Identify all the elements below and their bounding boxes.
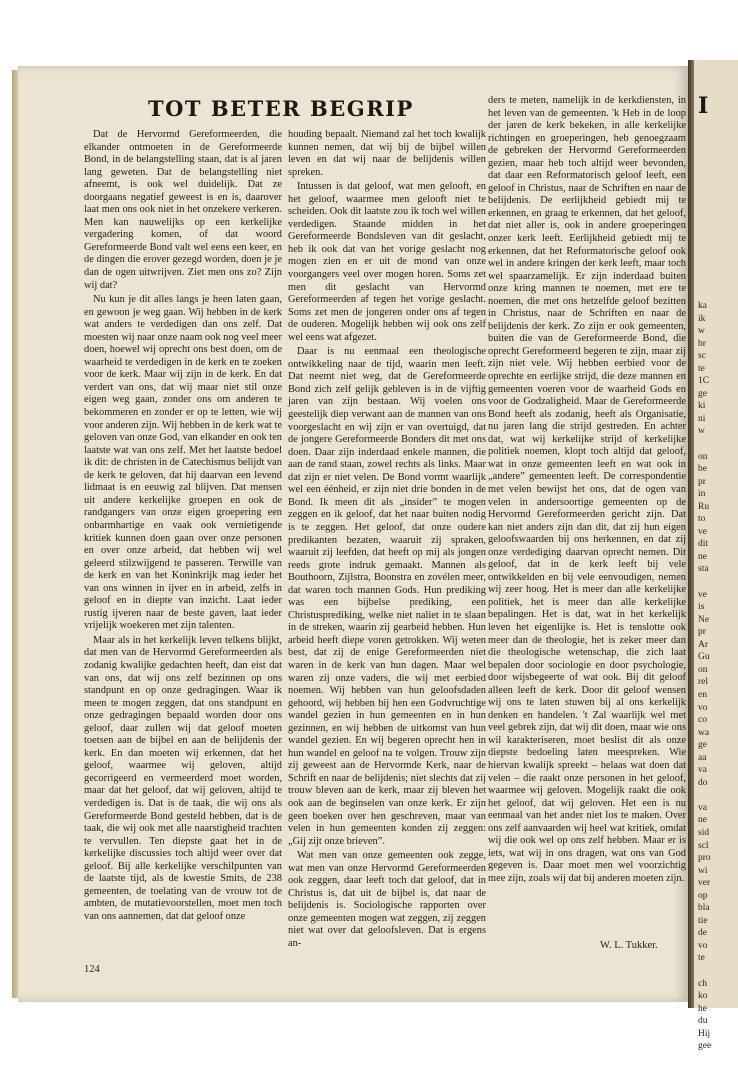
adjacent-text-fragment: be <box>698 464 707 475</box>
adjacent-text-fragment: rel <box>698 677 709 688</box>
paragraph: Dat de Hervormd Gereformeerden, die elkander ontmoeten in de Gereformeerde Bond, in de belangstelling staan, dat is al jaren lang geweten. Dat de belangstelling niet afneemt, is ook wel duidelijk. Dat ze doorgaans negatief geweest is en is, daarover laat men ons ook niet in het onzekere verkeren. Men kan nauwelijks op een kerkelijke vergadering komen, of dat woord Gereformeerde Bond valt wel eens een keer, en de dingen die erover gezegd worden, doen je je dan de ogen uitwrijven. Ziet men ons zo? Zijn wij dat? <box>84 129 282 291</box>
adjacent-text-fragment: sc <box>698 351 706 362</box>
adjacent-text-fragment: ne <box>698 815 707 826</box>
adjacent-text-fragment: vo <box>698 940 708 951</box>
adjacent-text-fragment: on <box>698 451 708 462</box>
adjacent-text-fragment: du <box>698 1016 708 1027</box>
adjacent-text-fragment: de <box>698 928 707 939</box>
page-number: 124 <box>84 964 100 975</box>
adjacent-text-fragment: Ru <box>698 501 710 512</box>
adjacent-text-fragment <box>694 789 711 802</box>
adjacent-text-fragment: br <box>698 338 706 349</box>
adjacent-text-fragment: to <box>698 514 706 525</box>
article-column-1 <box>84 129 282 955</box>
adjacent-text-fragment: ik <box>698 313 706 324</box>
adjacent-text-fragment: w <box>698 326 705 337</box>
paragraph: houding bepaalt. Niemand zal het toch kwalijk kunnen nemen, dat wij bij de bijbel willen leven en dat wij naar de belijdenis willen spreken. <box>288 129 486 178</box>
adjacent-text-fragment: w <box>698 426 705 437</box>
paragraph: ders te meten, namelijk in de kerkdiensten, in het leven van de gemeenten. 'k Heb in de loop der jaren de kerk bekeken, in alle kerkelijke richtingen en groeperingen, heb genoegzaam de gebreken der Hervormd Gereformeerden gezien, maar heb toch altijd weer bevonden, dat daar een Reformatorisch geloof leeft, een geloof in Christus, naar de Schriften en naar de belijdenis. De eerlijkheid gebiedt mij te erkennen, en graag te erkennen, dat het geloof, dat niet aller is, ook in andere groeperingen onzer kerk leeft. Eerlijkheid gebiedt mij te erkennen, dat het Reformatorische geloof ook wel in andere kringen der kerk leeft, maar toch wel spaarzamelijk. Er zijn inderdaad buiten onze kring mannen te noemen, met ere te noemen, die met ons hetzelfde geloof bezitten in Christus, naar de Schriften en naar de belijdenis der kerk. Zo zijn er ook gemeenten, buiten die van de Gereformeerde Bond, die oprecht Gereformeerd begeren te zijn, maar zij zijn niet vele. Wij hebben eerbied voor de oprechte en eerlijke strijd, die deze mannen en gemeenten voeren voor de waarheid Gods en voor de Godzaligheid. Maar de Gereformeerde Bond heeft als zodanig, heeft als Organisatie, nu jaren lang die strijd gestreden. En achter dat, wat wij kerkelijke strijd of kerkelijke politiek noemen, klopt toch altijd dat geloof, wat in onze gemeenten leeft en wat ook in „andere” gemeenten leeft. De correspondentie met velen bewijst het ons, dat de ogen van velen in andersoortige gemeenten op de Hervormd Gereformeerden gericht zijn. Dat kan niet anders zijn dan dit, dat zij hun eigen geloofswaarden bij ons herkennen, en dat zij onze verdediging daarvan oprecht nemen. Dit geloof, dat in de kerk leeft bij vele ontwikkelden en bij vele eenvoudigen, nemen wij zeer hoog. Het is meer dan alle kerkelijke politiek, het is meer dan alle kerkelijke bepalingen. Het is dat, wat in het kerkelijk leven het eigenlijke is. Het is tenslotte ook meer dan de theologie, het is zeker meer dan die theologische wetenschap, die zich laat bepalen door sociologie en door psychologie, door wijsbegeerte of wat ook. Bij dit geloof alleen leeft de kerk. Door dit geloof wensen wij ons te laten stuwen bij al ons kerkelijk denken en handelen. 't Zal waarlijk wel met veel gebrek zijn, dat wij dit doen, maar wie ons wil karakteriseren, moet beslist dit als onze diepste bedoeling laten meespreken. Wie hiervan kwalijk spreekt – helaas wat doen dat velen – die raakt onze personen in het geloof, waarmee wij geloven. Mogelijk raakt die ook het geloof, dat wij geloven. Het een is nu eenmaal van het ander niet los te maken. Over ons zelf aanvaarden wij heel wat kritiek, omdat wij die ook wel op ons zelf hebben. Maar er is iets, wat wij in ons dragen, wat ons van God gegeven is. Daar moet men wel voorzichtig mee zijn, zoals wij dat bij anderen moeten zijn. <box>488 95 686 884</box>
adjacent-text-fragment: scl <box>698 840 709 851</box>
adjacent-text-fragment: pr <box>698 627 706 638</box>
adjacent-page <box>694 60 738 1052</box>
adjacent-text-fragment: sid <box>698 827 710 838</box>
adjacent-text-fragment: bla <box>698 903 710 914</box>
adjacent-text-fragment: te <box>698 363 705 374</box>
adjacent-text-fragment: ve <box>698 526 707 537</box>
article-title: TOT BETER BEGRIP <box>148 96 414 121</box>
adjacent-text-fragment: he <box>698 1003 707 1014</box>
article-column-3 <box>488 95 686 941</box>
adjacent-text-fragment: ki <box>698 401 706 412</box>
adjacent-text-fragment <box>694 438 711 451</box>
adjacent-text-fragment: en <box>698 689 707 700</box>
paragraph: Intussen is dat geloof, wat men gelooft, en het geloof, waarmee men gelooft niet te scheiden. Ook dit laatste zou ik toch wel willen verdedigen. Staande midden in het Gereformeerde Bondsleven van dit geslacht, heb ik ook dat van het vorige geslacht nog mogen zien en er uit de mond van onze voorgangers veel over mogen horen. Soms zet men dit geslacht van Hervormd Gereformeerden af tegen het vorige geslacht. Soms zet men de jongeren onder ons af tegen de ouderen. Mogelijk hebben wij ook ons zelf wel eens wat afgezet. <box>288 181 486 343</box>
adjacent-page-heading: I <box>698 93 709 119</box>
adjacent-text-fragment: Ne <box>698 614 710 625</box>
adjacent-text-fragment: ch <box>698 978 707 989</box>
paragraph: Nu kun je dit alles langs je heen laten gaan, en gewoon je weg gaan. Wij hebben in de kerk wat anders te verdedigen dan ons zelf. Dat moesten wij naar onze naam ook nog veel meer doen, hoewel wij oprecht ons best doen, om de waarheid te verdedigen in de kerk en te zoeken voor de kerk. Maar wij zijn in de kerk. En dat verdert van ons, dat wij maar niet stil onze eigen weg gaan, zonder ons om anderen te bekommeren en zonder er op te letten, wie wij voor anderen zijn. Wij hebben in de kerk wat te geloven van onze God, van elkander en ook ten laatste wat van ons zelf. Met het laatste bedoel ik dit: de christen in de Catechismus belijdt van de kerk te geloven, dat hij daarvan een levend lidmaat is en eeuwig zal blijven. Dat mensen uit andere kerkelijke groepen en ook de randgangers van onze eigen groepering een onbarmhartige en vaak ook vernietigende kritiek kunnen doen gaan over onze personen en over onze arbeid, dat hebben wij wel geleerd stilzwijgend te passeren. Terwille van de kerk en van het Koninkrijk mag ieder het van ons winnen in ijver en in arbeid, zelfs in geloof en in diepte van inzicht. Laat ieder rustig ijveren naar de beste gaven, laat ieder vrijelijk woekeren met zijn talenten. <box>84 294 282 632</box>
adjacent-text-fragment: co <box>698 715 707 726</box>
adjacent-text-fragment <box>694 965 711 978</box>
adjacent-text-fragment: ge <box>698 740 707 751</box>
paragraph: Daar is nu eenmaal een theologische ontwikkeling naar de tijd, waarin men leeft. Dat neemt niet weg, dat de Gereformeerde Bond zich zelf gelijk gebleven is in de vijftig jaren van zijn bestaan. Wij voelen ons geestelijk diep verwant aan de mannen van ons voorgeslacht en wij zijn er van overtuigd, dat de jongere Gereformeerde Bonders dit met ons doen. Daar zijn inderdaad enkele mannen, die aan de rand staan, zowel rechts als links. Maar dat zijn er niet velen. De Bond vormt waarlijk wel een éénheid, er zijn niet drie bonden in de Bond. Ik meen dit als „insider” te mogen zeggen en ik geloof, dat het naar buiten nodig is te zeggen. Het geloof, dat onze oudere predikanten bezaten, waaruit zij spraken, waaruit zij leefden, dat heeft op mij als jongen reeds grote indruk gemaakt. Mannen als Bouthoorn, Zijlstra, Boonstra en zovélen meer, dat waren toch mannen Gods. Hun prediking was een bijbelse prediking, een Christusprediking, welke niet naliet in te slaan in de streken, waarin zij gearbeid hebben. Hun arbeid heeft diepe voren getrokken. Wij weten best, dat zij de enige Gereformeerden niet waren in de kerk van hun dagen. Maar wel waren zij onze vaders, die wij met eerbied noemen. Wij hebben van hun geloofsdaden gehoord, wij hebben bij hen een Godvruchtige wandel gezien in hun gemeenten en in hun gezinnen, en wij hebben de uitkomst van hun wandel gezien. En wij begeren oprecht hen in hun wandel en geloof na te volgen. Trouw zijn zij geweest aan de Hervormde Kerk, naar de Schrift en naar de belijdenis; niet slechts dat zij trouw bleven aan de kerk, maar zij bleven het ook aan de beginselen van onze kerk. Er zijn geen boeken over hen geschreven, maar van velen in hun gemeenten konden zij zeggen: „Gij zijt onze brieven”. <box>288 346 486 847</box>
paragraph: Wat men van onze gemeenten ook zegge, wat men van onze Hervormd Gereformeerden ook zeggen, daar leeft toch dat geloof, dat in Christus is, dat uit de bijbel is, dat naar de belijdenis is. Sociologische rapporten over onze gemeenten mogen wat zeggen, zij zeggen niet wat over dat geloofsleven. Dat is ergens an- <box>288 850 486 949</box>
adjacent-text-fragment: aa <box>698 752 707 763</box>
adjacent-text-fragment: Gu <box>698 652 710 663</box>
adjacent-text-fragment: ver <box>698 878 711 889</box>
adjacent-text-fragment: 1C <box>698 376 710 387</box>
adjacent-text-fragment: sta <box>698 564 709 575</box>
adjacent-text-fragment: ne <box>698 551 707 562</box>
adjacent-text-fragment: on <box>698 664 708 675</box>
adjacent-text-fragment <box>694 576 711 589</box>
adjacent-page-text <box>694 300 711 1053</box>
adjacent-text-fragment: gee <box>698 1041 712 1052</box>
adjacent-text-fragment: wa <box>698 727 710 738</box>
adjacent-text-fragment: pr <box>698 476 706 487</box>
adjacent-text-fragment: is <box>698 602 705 613</box>
adjacent-text-fragment: wi <box>698 865 708 876</box>
adjacent-text-fragment: ge <box>698 388 707 399</box>
adjacent-text-fragment: va <box>698 802 707 813</box>
adjacent-text-fragment: in <box>698 489 706 500</box>
adjacent-text-fragment: ko <box>698 991 708 1002</box>
adjacent-text-fragment: pro <box>698 853 711 864</box>
adjacent-text-fragment: do <box>698 777 708 788</box>
adjacent-text-fragment: ni <box>698 413 706 424</box>
adjacent-text-fragment: ve <box>698 589 707 600</box>
adjacent-text-fragment: te <box>698 953 705 964</box>
adjacent-text-fragment: va <box>698 765 707 776</box>
adjacent-text-fragment: op <box>698 890 708 901</box>
adjacent-text-fragment: dit <box>698 539 709 550</box>
adjacent-text-fragment: tie <box>698 915 708 926</box>
adjacent-text-fragment: Ar <box>698 639 709 650</box>
article-column-2 <box>288 129 486 955</box>
paragraph: Maar als in het kerkelijk leven telkens blijkt, dat men van de Hervormd Gereformeerden als zodanig kwalijke gedachten heeft, dan eist dat van ons, dat wij ons zelf bezinnen op ons standpunt en op onze gedragingen. Waar ik meen te mogen zeggen, dat ons standpunt en onze gedragingen bepaald worden door ons geloof, daar zullen wij dat geloof moeten toetsen aan de bijbel en aan de belijdenis der kerk. En dan moeten wij erkennen, dat het geloof, waarmee wij geloven, altijd gecorrigeerd en vermeerderd moet worden, maar dat het geloof, dat wij geloven, altijd te verdedigen is. Dat is de taak, die wij ons als Gereformeerde Bond gesteld hebben, dat is de taak, die wij ook met alle naarstigheid trachten te vervullen. Ten diepste gaat het in de kerkelijke discussies toch altijd weer over dat geloof. Bij alle kerkelijke verschilpunten van de laatste tijd, als de kwestie Smits, de 238 gemeenten, de toelating van de vrouw tot de ambten, de mutatievoorstellen, moet men toch van ons aannemen, dat dat geloof onze <box>84 634 282 922</box>
adjacent-text-fragment: ka <box>698 301 707 311</box>
adjacent-text-fragment: Hij <box>698 1028 711 1039</box>
adjacent-text-fragment: vo <box>698 702 708 713</box>
author-signature: W. L. Tukker. <box>600 940 658 951</box>
